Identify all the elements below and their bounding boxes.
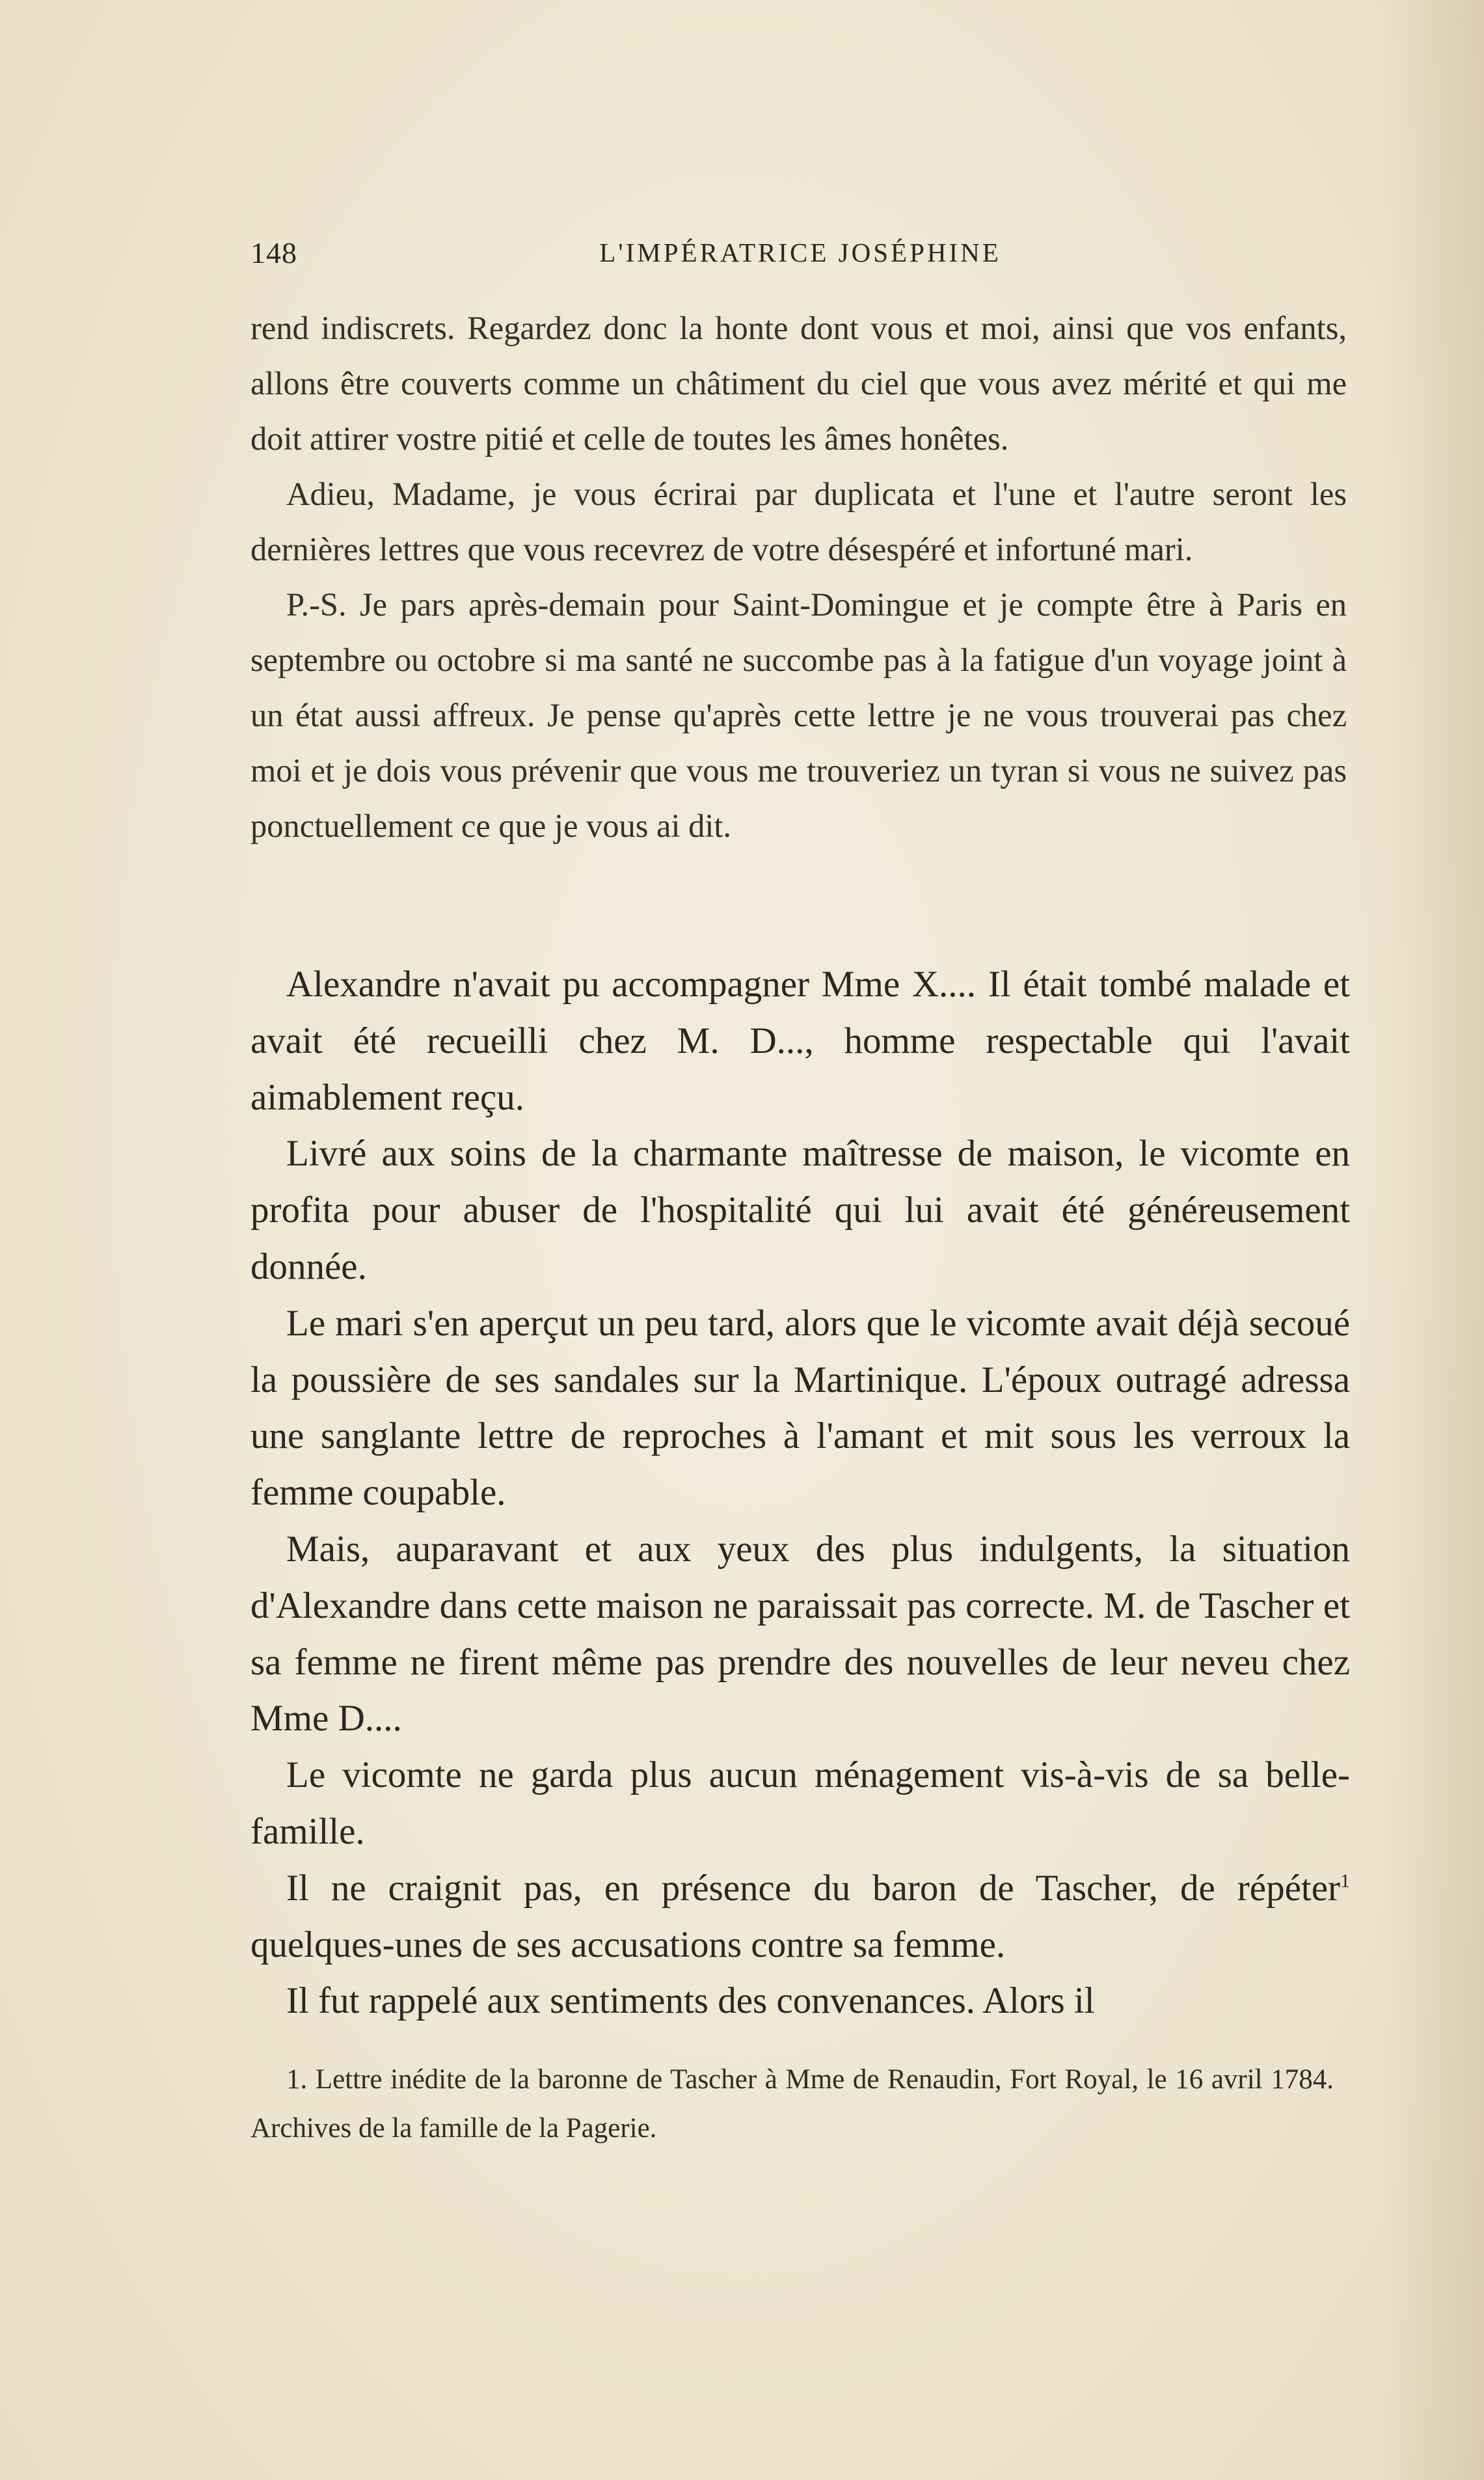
main-text — [250, 957, 1350, 2030]
body-paragraph: Alexandre n'avait pu accompagner Mme X.... Il était tombé malade et avait été recueilli chez M. D..., homme respectable qui l'avait aimablement reçu. — [250, 964, 1350, 1118]
letter-paragraph: rend indiscrets. Regardez donc la honte dont vous et moi, ainsi que vos enfants, allons être couverts comme un châtiment du ciel que vous avez mérité et qui me doit attirer vostre pitié et celle de toutes les âmes honêtes. — [250, 310, 1347, 457]
letter-paragraph: Adieu, Madame, je vous écrirai par duplicata et l'une et l'autre seront les dernières lettres que vous recevrez de votre désespéré et infortuné mari. — [250, 476, 1347, 567]
body-paragraph: Le vicomte ne garda plus aucun ménagement vis-à-vis de sa belle-famille. — [250, 1754, 1350, 1852]
footnote: 1. Lettre inédite de la baronne de Tascher à Mme de Renaudin, Fort Royal, le 16 avril 1784. Archives de la famille de la Pagerie. — [250, 2064, 1334, 2144]
letter-paragraph: P.-S. Je pars après-demain pour Saint-Domingue et je compte être à Paris en septembre ou octobre si ma santé ne succombe pas à la fatigue d'un voyage joint à un état aussi affreux. Je pense qu'après cette lettre je ne vous trouverai pas chez moi et je dois vous prévenir que vous me trouveriez un tyran si vous ne suivez pas ponctuellement ce que je vous ai dit. — [250, 586, 1347, 844]
paragraph-text: Il ne craignit pas, en présence du baron de Tascher, de répéter — [286, 1867, 1340, 1909]
page-number: 148 — [250, 236, 297, 269]
footnotes — [250, 2055, 1334, 2153]
footnote-reference[interactable]: 1 — [1340, 1870, 1350, 1892]
quoted-letter — [250, 301, 1347, 854]
paragraph-text: quelques-unes de ses accusations contre sa femme. — [250, 1924, 1006, 1965]
body-paragraph — [250, 1860, 1350, 1974]
body-paragraph: Livré aux soins de la charmante maîtresse de maison, le vicomte en profita pour abuser de l'hospitalité qui lui avait été généreusement donnée. — [250, 1133, 1350, 1287]
body-paragraph: Mais, auparavant et aux yeux des plus indulgents, la situation d'Alexandre dans cette maison ne paraissait pas correcte. M. de Tascher et sa femme ne firent même pas prendre des nouvelles de leur neveu chez Mme D.... — [250, 1528, 1350, 1739]
body-paragraph: Le mari s'en aperçut un peu tard, alors que le vicomte avait déjà secoué la poussière de ses sandales sur la Martinique. L'époux outragé adressa une sanglante lettre de reproches à l'amant et mit sous les verroux la femme coupable. — [250, 1302, 1350, 1514]
page-edge-shadow — [1380, 0, 1484, 2480]
running-title: L'IMPÉRATRICE JOSÉPHINE — [599, 238, 1001, 267]
page-header — [250, 236, 1350, 275]
body-paragraph: Il fut rappelé aux sentiments des convenances. Alors il — [286, 1980, 1095, 2022]
